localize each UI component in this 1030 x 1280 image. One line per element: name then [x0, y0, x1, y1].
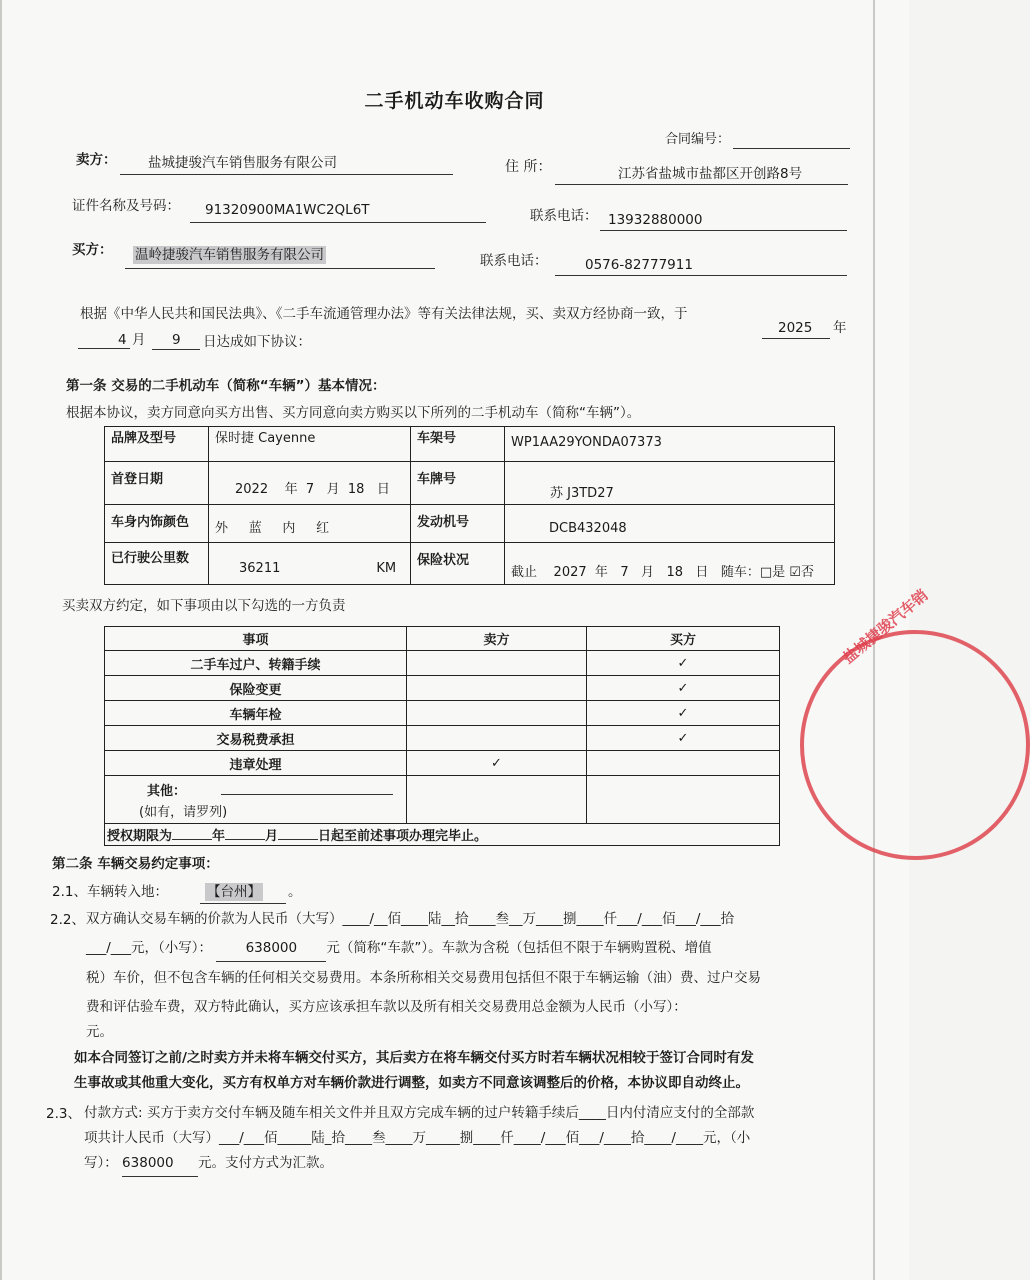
resp-buyer-check: ✓ [587, 701, 780, 726]
resp-other-line [221, 794, 393, 795]
seller-address-label: 住 所： [505, 159, 552, 175]
plate-value: 苏 J3TD27 [505, 462, 835, 505]
company-seal-text: 盐城捷骏汽车销 [839, 586, 932, 668]
preamble-line1: 根据《中华人民共和国民法典》、《二手车流通管理办法》等有关法律法规，买、卖双方经协商一致，于 [80, 306, 688, 322]
resp-item: 交易税费承担 [105, 726, 407, 751]
s22-amount: 638000 [216, 936, 326, 962]
engine-value: DCB432048 [505, 505, 835, 543]
resp-seller-check [407, 651, 587, 676]
seller-name: 盐城捷骏汽车销售服务有限公司 [148, 155, 337, 171]
with-car-no-checkbox[interactable]: ☑ [789, 565, 801, 580]
seller-label: 卖方： [76, 152, 117, 168]
article2-heading: 第二条 车辆交易约定事项： [52, 856, 219, 872]
insurance-label: 保险状况 [411, 543, 505, 585]
mileage-value: 36211 KM [209, 543, 411, 585]
reg-date-label: 首登日期 [105, 462, 209, 505]
s22-line1: 双方确认交易车辆的价款为人民币（大写）____/__佰____陆__拾____叁__万____捌____仟___/___佰___/___拾 [86, 911, 735, 927]
seller-id-no: 91320900MA1WC2QL6T [205, 202, 370, 218]
preamble-day: 9 [172, 332, 181, 348]
buyer-phone: 0576-82777911 [585, 257, 693, 273]
s22-paragraph [86, 907, 846, 1045]
buyer-name: 温岭捷骏汽车销售服务有限公司 [135, 247, 324, 263]
seller-phone: 13932880000 [608, 212, 703, 228]
resp-other-seller [407, 776, 587, 824]
resp-header-buyer: 买方 [587, 627, 780, 651]
resp-other-buyer [587, 776, 780, 824]
company-seal [800, 586, 1030, 860]
seller-name-line [120, 174, 453, 175]
seller-phone-line [600, 230, 847, 231]
s22-label: 2.2、 [50, 912, 85, 928]
s23-line2: 项共计人民币（大写）___/___佰_____陆_拾____叁____万_____捌____仟____/___佰___/____拾____/____元，（小 [84, 1130, 751, 1146]
s22-line4: 费和评估验车费，双方特此确认，买方应该承担车款以及所有相关交易费用总金额为人民币（小写）： [86, 999, 687, 1015]
color-label: 车身内饰颜色 [105, 505, 209, 543]
s21-label: 2.1、车辆转入地： [52, 884, 168, 900]
page-edge-left [0, 0, 2, 1280]
responsibility-table [104, 626, 780, 846]
vin-label: 车架号 [411, 427, 505, 462]
adjustment-line1: 如本合同签订之前/之时卖方并未将车辆交付买方，其后卖方在将车辆交付买方时若车辆状况相较于签订合同时有发 [74, 1050, 754, 1066]
preamble-month: 4 [118, 332, 127, 348]
s23-amount: 638000 [122, 1151, 198, 1177]
s22-line2: ___/___元，（小写）： 638000 元（简称“车款”）。车款为含税（包括但不限于车辆购置税、增值 [86, 936, 846, 962]
s23-label: 2.3、 [46, 1106, 81, 1122]
resp-period-row: 授权期限为 年 月 日起至前述事项办理完毕止。 [105, 824, 780, 846]
vehicle-info-table [104, 426, 835, 585]
s22-line5: 元。 [86, 1024, 113, 1040]
mileage-label: 已行驶公里数 [105, 543, 209, 585]
s23-line3: 写）： 638000 元。支付方式为汇款。 [84, 1151, 854, 1177]
resp-seller-check [407, 726, 587, 751]
preamble-year: 2025 [778, 320, 813, 336]
preamble-year-unit: 年 [833, 320, 847, 336]
buyer-phone-label: 联系电话： [480, 253, 548, 269]
seller-id-line [190, 222, 486, 223]
s21-end: 。 [288, 884, 302, 900]
resp-buyer-check: ✓ [587, 676, 780, 701]
resp-other-cell [105, 776, 407, 824]
seller-address: 江苏省盐城市盐都区开创路8号 [618, 166, 803, 182]
adjustment-line2: 生事故或其他重大变化，买方有权单方对车辆价款进行调整，如卖方不同意该调整后的价格，本协议即自动终止。 [74, 1075, 749, 1091]
seller-address-line [555, 184, 848, 185]
engine-label: 发动机号 [411, 505, 505, 543]
resp-seller-check [407, 676, 587, 701]
plate-label: 车牌号 [411, 462, 505, 505]
contract-no-label: 合同编号： [665, 132, 731, 147]
resp-buyer-check: ✓ [587, 651, 780, 676]
preamble-line2: 日达成如下协议： [203, 334, 311, 350]
seller-id-label: 证件名称及号码： [72, 198, 180, 214]
brand-value: 保时捷 Cayenne [209, 427, 411, 462]
resp-buyer-check [587, 751, 780, 776]
resp-item: 违章处理 [105, 751, 407, 776]
resp-other-label: 其他： [147, 784, 187, 799]
resp-seller-check [407, 701, 587, 726]
reg-date-value: 2022 年 7 月 18 日 [209, 462, 411, 505]
s22-line3: 税）车价，但不包含车辆的任何相关交易费用。本条所称相关交易费用包括但不限于车辆运输（油）费、过户交易 [86, 970, 761, 986]
buyer-phone-line [555, 275, 847, 276]
resp-header-item: 事项 [105, 627, 407, 651]
resp-buyer-check: ✓ [587, 726, 780, 751]
buyer-label: 买方： [72, 242, 113, 258]
resp-item: 二手车过户、转籍手续 [105, 651, 407, 676]
resp-item: 保险变更 [105, 676, 407, 701]
article1-heading: 第一条 交易的二手机动车（简称“车辆”）基本情况： [66, 378, 386, 394]
s21-place: 【台州】 [207, 884, 261, 900]
resp-other-note: (如有，请罗列) [139, 805, 228, 820]
article1-intro: 根据本协议，卖方同意向买方出售、买方同意向卖方购买以下所列的二手机动车（简称“车辆”）。 [66, 405, 641, 421]
contract-no-line [733, 148, 850, 149]
vin-value: WP1AA29YONDA07373 [505, 427, 835, 462]
s21-place-line [200, 903, 286, 904]
adjustment-clause [74, 1046, 864, 1096]
resp-seller-check: ✓ [407, 751, 587, 776]
s23-line1: 付款方式: 买方于卖方交付车辆及随车相关文件并且双方完成车辆的过户转籍手续后____日内付清应支付的全部款 [84, 1105, 755, 1121]
page-title: 二手机动车收购合同 [364, 90, 545, 112]
with-car-yes-checkbox[interactable]: □ [759, 565, 773, 580]
insurance-value: 截止 2027 年 7 月 18 日 随车：□是 ☑否 [505, 543, 835, 585]
preamble-year-line [762, 338, 830, 339]
buyer-name-line [125, 268, 435, 269]
color-value: 外 蓝 内 红 [209, 505, 411, 543]
seller-phone-label: 联系电话： [530, 208, 598, 224]
preamble-month-unit: 月 [132, 332, 146, 348]
brand-label: 品牌及型号 [105, 427, 209, 462]
responsibility-intro: 买卖双方约定，如下事项由以下勾选的一方负责 [62, 598, 346, 614]
resp-header-seller: 卖方 [407, 627, 587, 651]
s23-paragraph [84, 1101, 854, 1177]
preamble-day-line [152, 349, 200, 350]
resp-item: 车辆年检 [105, 701, 407, 726]
preamble-month-line [78, 348, 130, 349]
